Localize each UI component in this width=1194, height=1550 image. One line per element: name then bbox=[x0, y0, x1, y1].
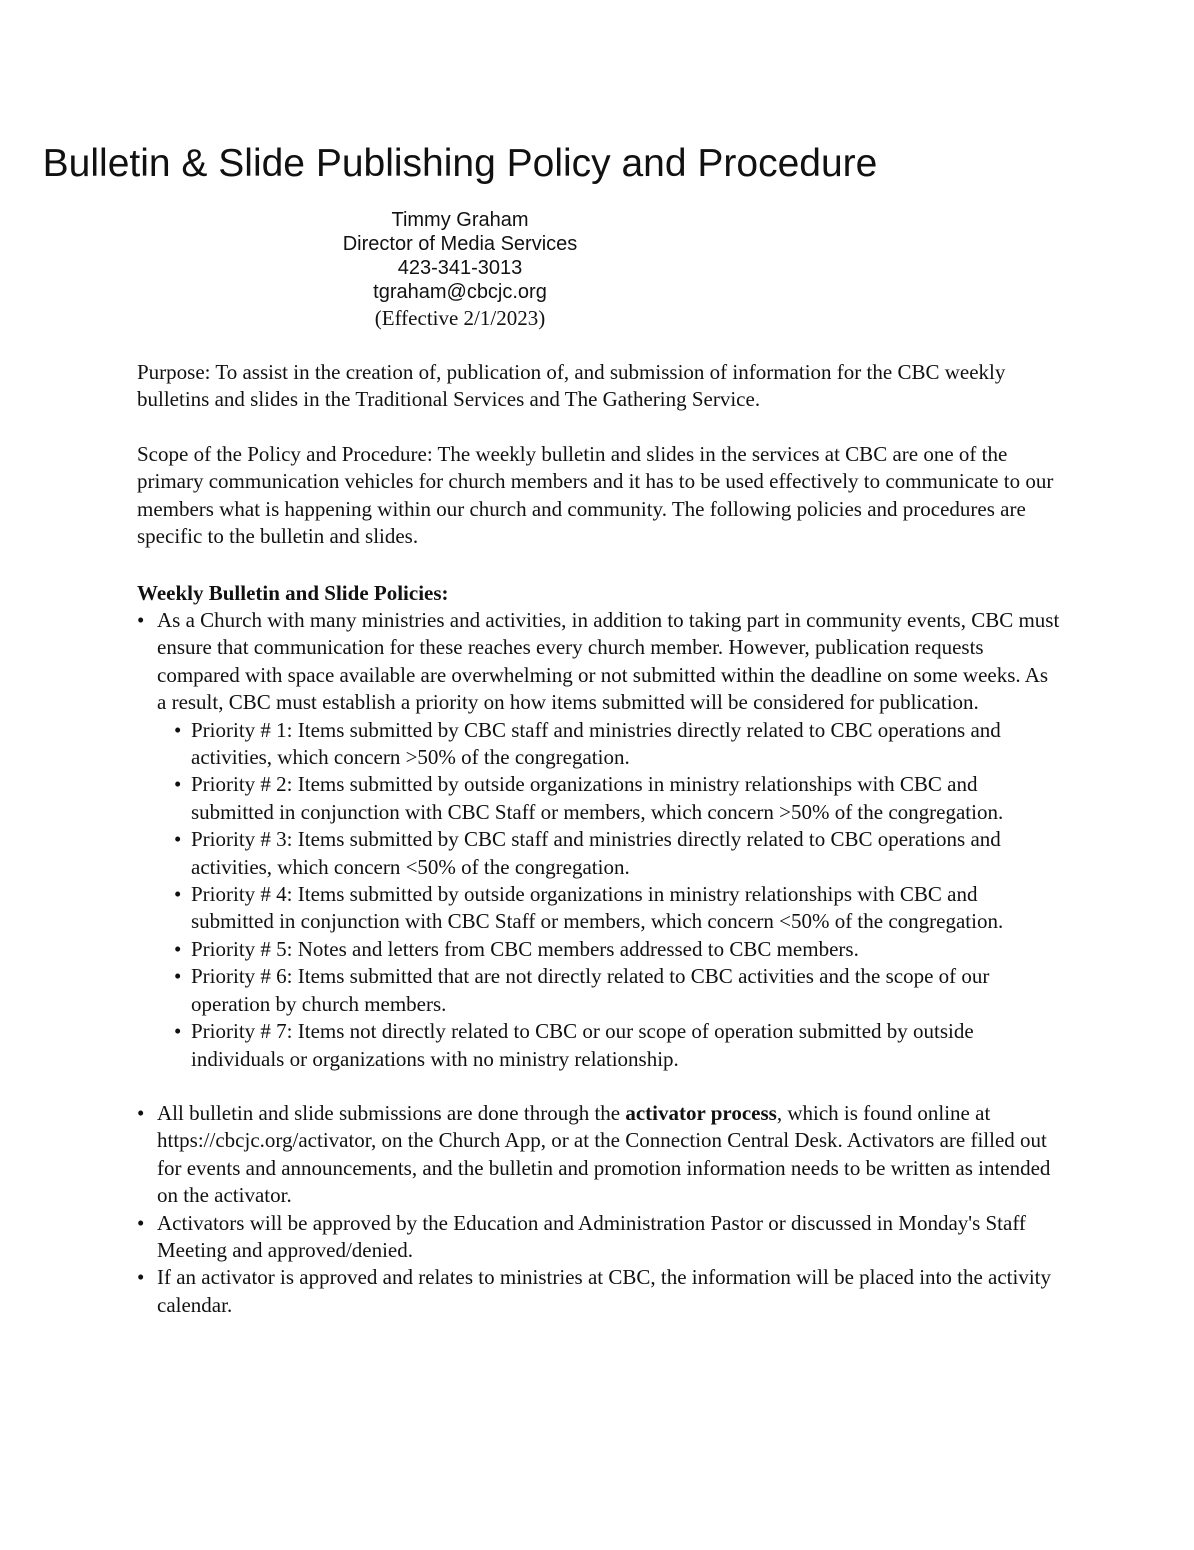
purpose-paragraph: Purpose: To assist in the creation of, publication of, and submission of information for the CBC weekly bulletins and slides in the Traditional Services and The Gathering Service. bbox=[137, 360, 1006, 412]
list-item-activator bbox=[137, 1100, 1062, 1210]
author-name: Timmy Graham bbox=[391, 209, 529, 231]
author-role: Director of Media Services bbox=[342, 233, 578, 255]
list-item-priority-6: • Priority # 6: Items submitted that are not directly related to CBC activities and the scope of our operation by church members. bbox=[157, 963, 1062, 1018]
list-item-priority-5: • Priority # 5: Notes and letters from CBC members addressed to CBC members. bbox=[157, 936, 1062, 963]
activator-text-after: , which is found online at https://cbcjc.org/activator, on the Church App, or at the Connection Central Desk. Activators are filled out for events and announcements, and the bulletin and promotion information needs to be written as intended on the activator. bbox=[157, 1100, 1051, 1208]
scope-paragraph: Scope of the Policy and Procedure: The weekly bulletin and slides in the services at CBC are one of the primary communication vehicles for church members and it has to be used effectively to communicate to our members what is happening within our church and community. The following policies and procedures are specific to the bulletin and slides. bbox=[137, 442, 1054, 549]
list-item-approval: • Activators will be approved by the Education and Administration Pastor or discussed in Monday's Staff Meeting and approved/denied. bbox=[137, 1210, 1062, 1265]
activator-process-term: activator process bbox=[625, 1100, 777, 1125]
list-item-policy-intro bbox=[137, 607, 1062, 1100]
policy-intro-text: As a Church with many ministries and activities, in addition to taking part in community events, CBC must ensure that communication for these reaches every church member. However, publication requests compared with space available are overwhelming or not submitted within the deadline on some weeks. As a result, CBC must establish a priority on how items submitted will be considered for publication. bbox=[157, 608, 1060, 715]
author-phone: 423-341-3013 bbox=[397, 257, 523, 279]
policies-heading: Weekly Bulletin and Slide Policies: bbox=[137, 581, 449, 605]
list-item-calendar: • If an activator is approved and relates to ministries at CBC, the information will be placed into the activity calendar. bbox=[137, 1264, 1062, 1319]
document-title: Bulletin & Slide Publishing Policy and Procedure bbox=[42, 142, 878, 185]
list-item-priority-7: • Priority # 7: Items not directly related to CBC or our scope of operation submitted by outside individuals or organizations with no ministry relationship. bbox=[157, 1018, 1062, 1073]
list-item-priority-1: • Priority # 1: Items submitted by CBC staff and ministries directly related to CBC operations and activities, which concern >50% of the congregation. bbox=[157, 717, 1062, 772]
author-email: tgraham@cbcjc.org bbox=[373, 281, 547, 303]
author-block bbox=[0, 208, 1057, 332]
list-item-priority-2: • Priority # 2: Items submitted by outside organizations in ministry relationships with CBC and submitted in conjunction with CBC Staff or members, which concern >50% of the congregation. bbox=[157, 771, 1062, 826]
policies-list bbox=[137, 607, 1062, 1319]
list-item-priority-3: • Priority # 3: Items submitted by CBC staff and ministries directly related to CBC operations and activities, which concern <50% of the congregation. bbox=[157, 826, 1062, 881]
spacer bbox=[157, 1073, 1062, 1100]
list-item-priority-4: • Priority # 4: Items submitted by outside organizations in ministry relationships with CBC and submitted in conjunction with CBC Staff or members, which concern <50% of the congregation. bbox=[157, 881, 1062, 936]
activator-text-before: All bulletin and slide submissions are done through the bbox=[157, 1100, 626, 1125]
priority-list bbox=[157, 717, 1062, 1073]
effective-date: (Effective 2/1/2023) bbox=[374, 306, 546, 330]
